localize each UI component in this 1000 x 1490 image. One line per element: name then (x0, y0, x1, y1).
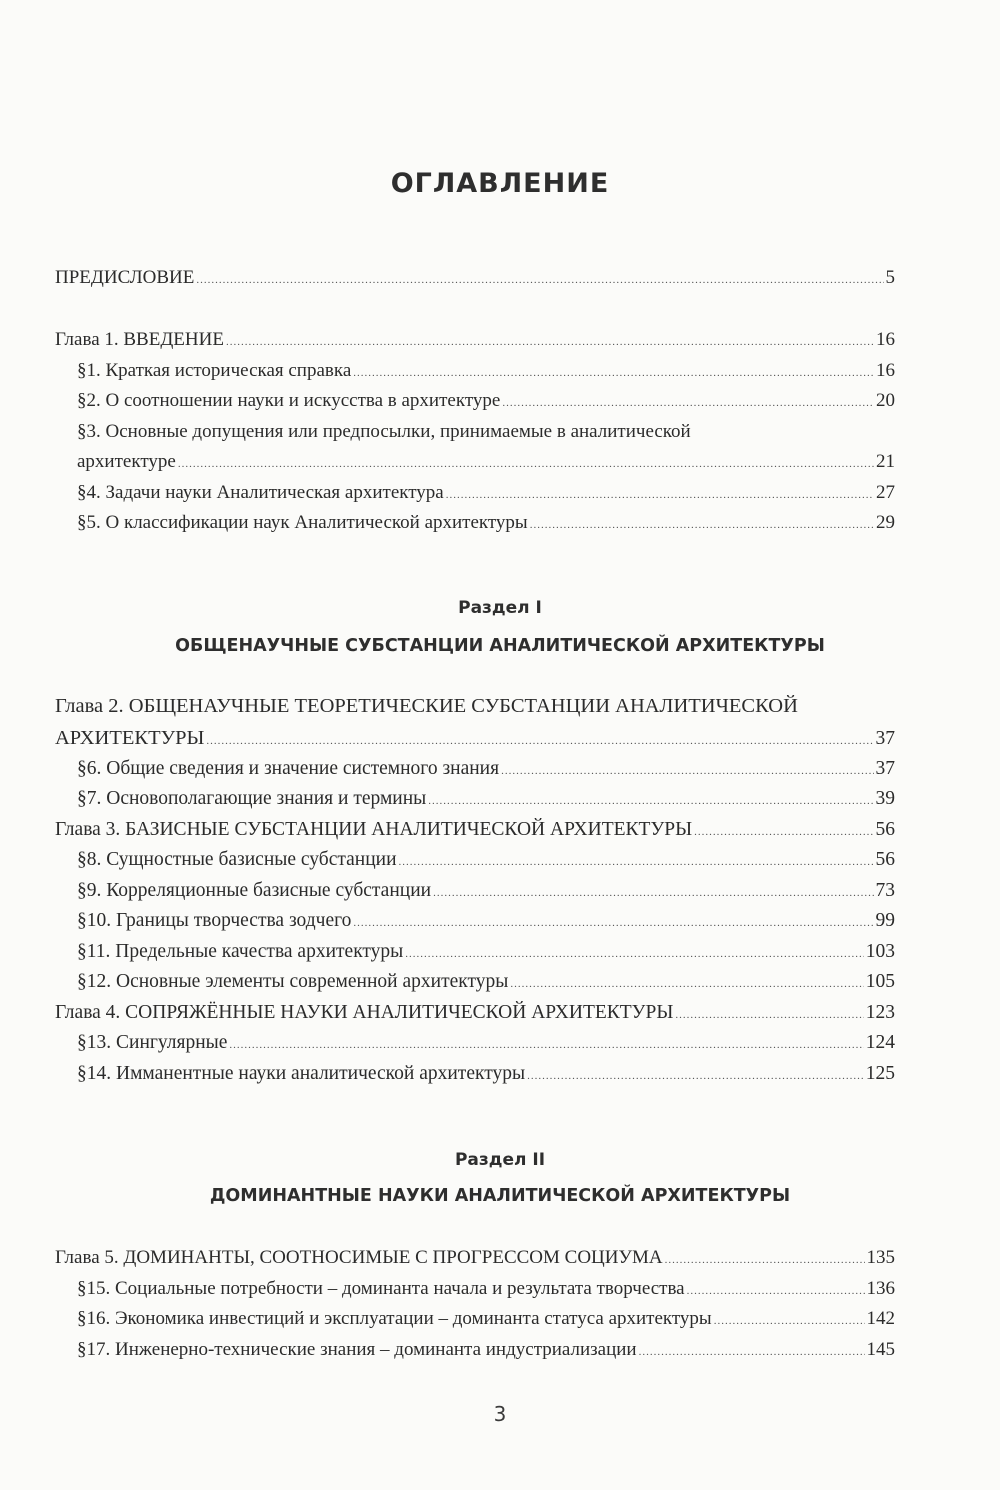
dot-leader (433, 876, 873, 909)
dot-leader (510, 967, 863, 1000)
page-title: ОГЛАВЛЕНИЕ (390, 168, 610, 199)
dot-leader (530, 508, 874, 541)
toc-entry-para-4[interactable] (55, 478, 895, 509)
toc-entry-page: 37 (875, 757, 895, 779)
toc-entry-page: 105 (865, 971, 895, 992)
dot-leader (353, 906, 873, 939)
dot-leader (639, 1335, 865, 1368)
toc-entry-page: 73 (875, 879, 895, 901)
toc-entry-page: 21 (876, 451, 895, 472)
toc-section-2 (55, 1243, 895, 1365)
toc-entry-chapter-5[interactable] (55, 1243, 895, 1274)
dot-leader (399, 845, 874, 878)
dot-leader (405, 937, 863, 970)
dot-leader (714, 1304, 865, 1337)
toc-entry-label: §9. Корреляционные базисные субстанции (77, 879, 432, 901)
dot-leader (226, 325, 874, 358)
toc-entry-page: 142 (866, 1308, 895, 1329)
toc-entry-label-continued: АРХИТЕКТУРЫ (55, 727, 205, 749)
toc-entry-para-16[interactable] (55, 1304, 895, 1335)
toc-entry-chapter-2[interactable] (55, 690, 895, 754)
toc-entry-continuation (55, 447, 895, 478)
toc-entry-page: 39 (875, 788, 895, 809)
toc-entry-page: 135 (866, 1247, 895, 1268)
toc-entry-page: 20 (876, 390, 895, 411)
toc-entry-page: 16 (876, 359, 895, 381)
dot-leader (687, 1274, 865, 1307)
dot-leader (501, 754, 873, 787)
toc-entry-label-continued: архитектуре (77, 451, 176, 472)
toc-entry-label: §5. О классификации наук Аналитической архитектуры (77, 512, 528, 533)
toc-entry-label: §3. Основные допущения или предпосылки, принимаемые в аналитической (77, 420, 691, 442)
toc-entry-page: 103 (865, 940, 895, 962)
dot-leader (178, 447, 874, 480)
dot-leader (428, 784, 873, 817)
toc-entry-para-12[interactable] (55, 967, 895, 998)
toc-entry-para-13[interactable] (55, 1028, 895, 1059)
toc-section-1 (55, 690, 895, 1089)
toc-entry-para-2[interactable] (55, 386, 895, 417)
toc-entry-label: Глава 3. БАЗИСНЫЕ СУБСТАНЦИИ АНАЛИТИЧЕСКОЙ АРХИТЕКТУРЫ (55, 818, 693, 840)
toc-entry-page: 123 (865, 1001, 895, 1023)
toc-entry-page: 125 (865, 1062, 895, 1084)
toc-entry-page: 124 (865, 1032, 895, 1053)
toc-entry-label: §7. Основополагающие знания и термины (77, 788, 427, 809)
toc-entry-label: §15. Социальные потребности – доминанта начала и результата творчества (77, 1277, 685, 1299)
toc-entry-para-7[interactable] (55, 784, 895, 815)
dot-leader (229, 1028, 863, 1061)
toc-entry-label: §12. Основные элементы современной архитектуры (77, 971, 509, 992)
section-1-title: ОБЩЕНАУЧНЫЕ СУБСТАНЦИИ АНАЛИТИЧЕСКОЙ АРХИТЕКТУРЫ (175, 636, 825, 656)
toc-entry-preface[interactable] (55, 263, 895, 294)
toc-entry-label: §1. Краткая историческая справка (77, 359, 352, 381)
toc-entry-page: 27 (876, 481, 895, 503)
toc-entry-para-11[interactable] (55, 937, 895, 968)
toc-entry-continuation (55, 723, 895, 754)
toc-entry-para-6[interactable] (55, 754, 895, 785)
toc-entry-chapter-1[interactable] (55, 325, 895, 356)
toc-entry-page: 56 (875, 818, 895, 840)
toc-entry-label: §8. Сущностные базисные субстанции (77, 849, 397, 870)
toc-entry-label: §13. Сингулярные (77, 1032, 228, 1053)
toc-entry-page: 56 (875, 849, 895, 870)
toc-entry-label: §11. Предельные качества архитектуры (77, 940, 404, 962)
toc-entry-para-10[interactable] (55, 906, 895, 937)
toc-entry-page: 29 (876, 512, 895, 533)
toc-entry-para-1[interactable] (55, 356, 895, 387)
toc-entry-label: §6. Общие сведения и значение системного знания (77, 757, 500, 779)
dot-leader (675, 998, 863, 1031)
toc-entry-label: §2. О соотношении науки и искусства в архитектуре (77, 390, 501, 411)
toc-entry-para-9[interactable] (55, 876, 895, 907)
toc-entry-para-15[interactable] (55, 1274, 895, 1305)
dot-leader (665, 1243, 865, 1276)
toc-entry-chapter-4[interactable] (55, 998, 895, 1029)
toc-entry-page: 5 (885, 267, 895, 288)
dot-leader (353, 356, 874, 389)
toc-entry-label: §17. Инженерно-технические знания – доминанта индустриализации (77, 1338, 637, 1360)
toc-entry-para-14[interactable] (55, 1059, 895, 1090)
toc-entry-label: §16. Экономика инвестиций и эксплуатации – доминанта статуса архитектуры (77, 1308, 712, 1329)
page-number: 3 (493, 1402, 507, 1426)
dot-leader (196, 263, 883, 296)
toc-entry-label: §10. Границы творчества зодчего (77, 910, 352, 931)
toc-entry-page: 145 (866, 1338, 895, 1360)
toc-entry-para-8[interactable] (55, 845, 895, 876)
dot-leader (206, 724, 873, 757)
dot-leader (527, 1059, 864, 1092)
toc-entry-page: 37 (875, 728, 895, 749)
dot-leader (446, 478, 874, 511)
dot-leader (694, 815, 873, 848)
toc-entry-page: 136 (866, 1277, 895, 1299)
toc-entry-para-17[interactable] (55, 1335, 895, 1366)
toc-entry-label: §14. Имманентные науки аналитической архитектуры (77, 1062, 526, 1084)
toc-entry-page: 16 (876, 329, 895, 350)
toc-entry-label: Глава 4. СОПРЯЖЁННЫЕ НАУКИ АНАЛИТИЧЕСКОЙ АРХИТЕКТУРЫ (55, 1001, 674, 1023)
toc-entry-para-5[interactable] (55, 508, 895, 539)
dot-leader (502, 386, 874, 419)
toc-entry-label: Глава 2. ОБЩЕНАУЧНЫЕ ТЕОРЕТИЧЕСКИЕ СУБСТАНЦИИ АНАЛИТИЧЕСКОЙ (55, 695, 798, 717)
toc-preface (55, 263, 895, 294)
section-2-title: ДОМИНАНТНЫЕ НАУКИ АНАЛИТИЧЕСКОЙ АРХИТЕКТУРЫ (209, 1186, 791, 1206)
toc-intro (55, 325, 895, 539)
toc-entry-para-3[interactable] (55, 417, 895, 478)
toc-entry-label: ПРЕДИСЛОВИЕ (55, 267, 195, 288)
toc-entry-label: Глава 1. ВВЕДЕНИЕ (55, 329, 224, 350)
toc-entry-page: 99 (875, 910, 895, 931)
toc-entry-label: Глава 5. ДОМИНАНТЫ, СООТНОСИМЫЕ С ПРОГРЕССОМ СОЦИУМА (55, 1247, 663, 1268)
section-1-label: Раздел I (458, 598, 542, 618)
toc-entry-chapter-3[interactable] (55, 815, 895, 846)
toc-entry-label: §4. Задачи науки Аналитическая архитектура (77, 481, 444, 503)
section-2-label: Раздел II (454, 1150, 546, 1170)
